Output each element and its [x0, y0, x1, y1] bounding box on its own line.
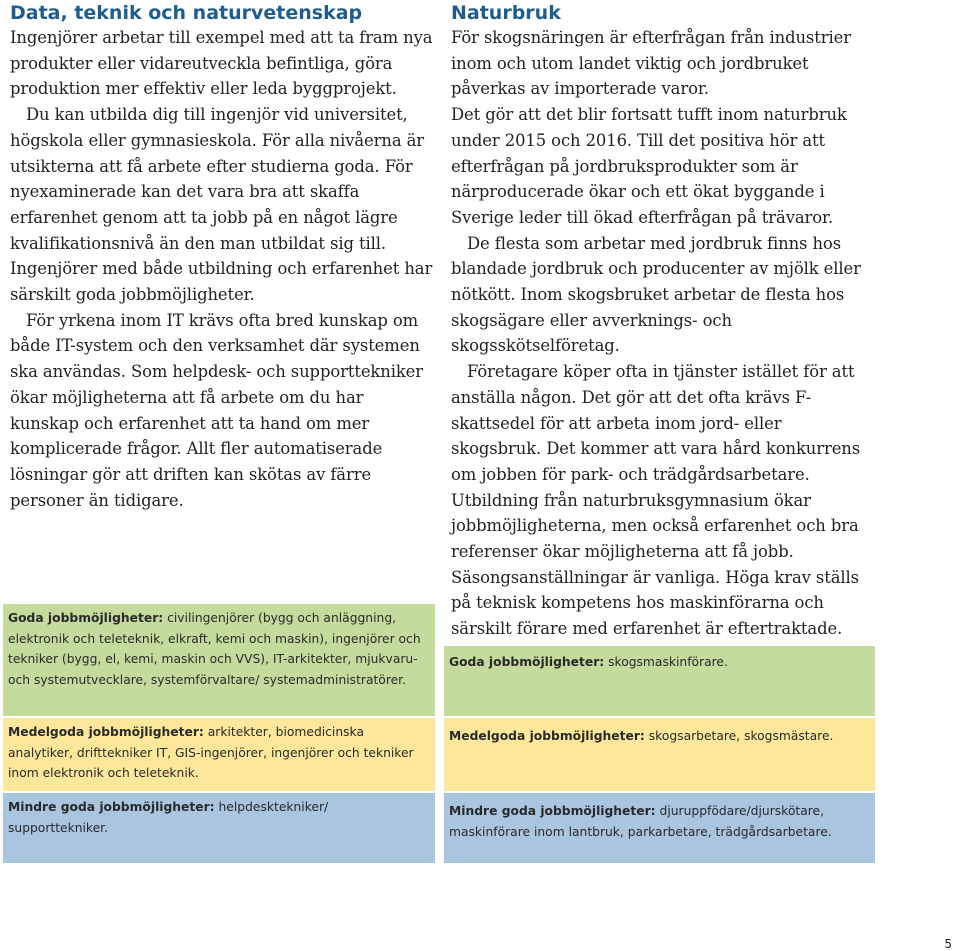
right-paragraph-2: Det gör att det blir fortsatt tufft inom naturbruk under 2015 och 2016. Till det positiva hör att efterfrågan på jordbruksprodukter som är närproducerade ökar och ett ökat byggande i Sverige leder till ökad efterfrågan på trävaror. [451, 105, 847, 227]
poor-jobs-text: djuruppfödare/djurskötare, maskinförare inom lantbruk, parkarbetare, trädgårdsarbetare. [449, 804, 832, 839]
poor-jobs-text: helpdesktekniker/ supporttekniker. [8, 800, 329, 835]
good-jobs-label: Goda jobbmöjligheter: [8, 611, 164, 625]
left-body-text [10, 25, 435, 513]
right-paragraph-1: För skogsnäringen är efterfrågan från industrier inom och utom landet viktig och jordbruket påverkas av importerade varor. [451, 28, 851, 99]
left-column [10, 0, 435, 513]
section-title-naturbruk: Naturbruk [451, 2, 561, 24]
right-column [451, 0, 875, 642]
medium-jobs-text: skogsarbetare, skogsmästare. [644, 729, 834, 743]
medium-jobs-label: Medelgoda jobbmöjligheter: [8, 725, 204, 739]
poor-jobs-label: Mindre goda jobbmöjligheter: [449, 804, 656, 818]
left-medium-jobs-box [3, 718, 435, 791]
left-paragraph-3: För yrkena inom IT krävs ofta bred kunskap om både IT-system och den verksamhet där systemen ska användas. Som helpdesk- och supporttekniker ökar möjligheterna att få arbete om du har kunskap och erfarenhet att ta hand om mer komplicerade frågor. Allt fler automatiserade lösningar gör att driften kan skötas av färre personer än tidigare. [10, 310, 424, 510]
medium-jobs-label: Medelgoda jobbmöjligheter: [449, 729, 645, 743]
good-jobs-text: skogsmaskinförare. [604, 655, 728, 669]
right-paragraph-3: De flesta som arbetar med jordbruk finns hos blandade jordbruk och producenter av mjölk eller nötkött. Inom skogsbruket arbetar de flesta hos skogsägare eller avverknings- och skogsskötselföretag. [451, 233, 861, 356]
right-poor-jobs-box [444, 793, 875, 863]
good-jobs-label: Goda jobbmöjligheter: [449, 655, 605, 669]
left-paragraph-2: Du kan utbilda dig till ingenjör vid universitet, högskola eller gymnasieskola. För alla nivåerna är utsikterna att få arbete efter studierna goda. För nyexaminerade kan det vara bra att skaffa erfarenhet genom att ta jobb på en något lägre kvalifikationsnivå än den man utbildat sig till. Ingenjörer med både utbildning och erfarenhet har särskilt goda jobbmöjligheter. [10, 105, 433, 305]
medium-jobs-text: arkitekter, biomedicinska analytiker, drifttekniker IT, GIS-ingenjörer, ingenjörer och tekniker inom elektronik och teleteknik. [8, 725, 414, 780]
left-good-jobs-box [3, 604, 435, 716]
right-body-text [451, 25, 875, 642]
right-medium-jobs-box [444, 718, 875, 791]
poor-jobs-label: Mindre goda jobbmöjligheter: [8, 800, 215, 814]
good-jobs-text: civilingenjörer (bygg och anläggning, elektronik och teleteknik, elkraft, kemi och maskin), ingenjörer och tekniker (bygg, el, kemi, maskin och VVS), IT-arkitekter, mjukvaru- och systemutvecklare, systemförvaltare/ systemadministratörer. [8, 611, 421, 687]
right-good-jobs-box [444, 646, 875, 716]
left-poor-jobs-box [3, 793, 435, 863]
section-title-data-teknik: Data, teknik och naturvetenskap [10, 2, 363, 24]
page-number: 5 [944, 937, 952, 951]
left-paragraph-1: Ingenjörer arbetar till exempel med att ta fram nya produkter eller vidareutveckla befintliga, göra produktion mer effektiv eller leda byggprojekt. [10, 28, 433, 99]
right-paragraph-4: Företagare köper ofta in tjänster istället för att anställa någon. Det gör att det ofta krävs F-skattsedel för att arbeta inom jord- eller skogsbruk. Det kommer att vara hård konkurrens om jobben för park- och trädgårdsarbetare. Utbildning från naturbruksgymnasium ökar jobbmöjligheterna, men också erfarenhet och bra referenser ökar möjligheterna att få jobb. Säsongsanställningar är vanliga. Höga krav ställs på teknisk kompetens hos maskinförarna och särskilt förare med erfarenhet är eftertraktade. [451, 362, 861, 639]
